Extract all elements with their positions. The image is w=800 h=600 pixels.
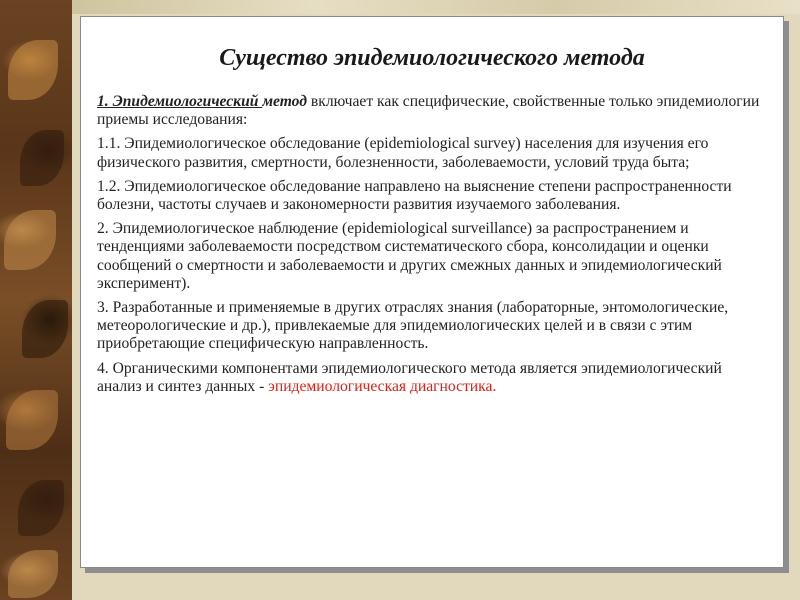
paragraph-3: 3. Разработанные и применяемые в других отраслях знания (лабораторные, энтомологические, метеорологические и др.), привлекаемые для эпидемиологических целей и в связи с этим приобретающие специфическую направленность. <box>97 299 729 353</box>
leaf-decoration <box>22 300 68 358</box>
highlighted-term: эпидемиологическая диагностика <box>268 377 493 395</box>
paragraph-4-text: 4. Органическими компонентами эпидемиологического метода является эпидемиологический анализ и синтез данных - <box>97 359 722 395</box>
leaf-decoration <box>4 210 56 270</box>
leaf-decoration <box>6 390 58 450</box>
leaf-decoration <box>18 480 64 536</box>
paragraph-2: 2. Эпидемиологическое наблюдение (epidemiological surveillance) за распространением и тенденциями заболеваемости посредством систематического сбора, консолидации и оценки сообщений о смертности и заболеваемости и других смежных данных и эпидемиологический эксперимент). <box>97 220 722 292</box>
slide-body <box>97 93 769 402</box>
paragraph-1-1: 1.1. Эпидемиологическое обследование (epidemiological survey) населения для изучения его физического развития, смертности, болезненности, заболеваемости, условий труда быта; <box>97 135 709 171</box>
paragraph-4 <box>97 360 769 396</box>
paragraph-1-text: включает как специфические, свойственные только эпидемиологии приемы исследования: <box>97 93 760 129</box>
slide-title: Существо эпидемиологического метода <box>219 45 645 71</box>
highlighted-term-end: . <box>492 377 497 395</box>
leaf-decoration <box>8 40 58 100</box>
paragraph-1-2: 1.2. Эпидемиологическое обследование направлено на выяснение степени распространенности болезни, частоты случаев и закономерности развития изучаемого заболевания. <box>97 177 732 214</box>
lead-term-text: метод <box>262 93 307 110</box>
top-texture <box>72 0 800 14</box>
lead-underlined-text: 1. Эпидемиологический <box>97 93 263 110</box>
slide-card <box>80 16 784 568</box>
decorative-leaf-border <box>0 0 72 600</box>
leaf-decoration <box>20 130 64 186</box>
leaf-decoration <box>8 550 58 598</box>
paragraph-1 <box>97 93 769 129</box>
